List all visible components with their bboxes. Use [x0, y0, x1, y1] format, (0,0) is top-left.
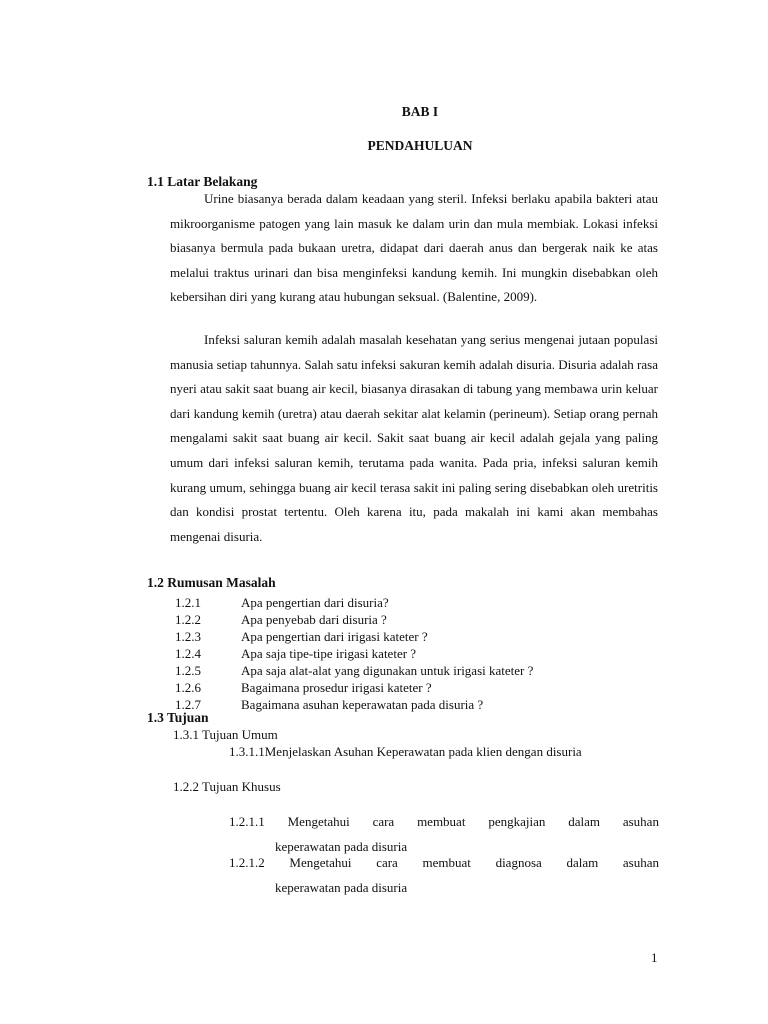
list-item-number: 1.2.7	[175, 697, 201, 712]
list-item-number: 1.2.6	[175, 680, 201, 695]
tujuan-umum-number: 1.3.1.1	[229, 744, 265, 759]
subsection-heading-tujuan-khusus: 1.2.2 Tujuan Khusus	[173, 779, 281, 794]
list-item-number: 1.2.1	[175, 595, 201, 610]
tujuan-khusus-continuation: keperawatan pada disuria	[275, 838, 408, 854]
chapter-title: PENDAHULUAN	[367, 138, 473, 153]
list-item-text: Apa pengertian dari disuria?	[241, 595, 389, 610]
tujuan-umum-item	[229, 744, 582, 760]
tujuan-khusus-item: 1.2.1.2 Mengetahui cara membuat diagnosa dalam asuhan keperawatan pada disuria	[229, 851, 659, 900]
tujuan-khusus-continuation: keperawatan pada disuria	[275, 879, 408, 895]
section-heading-tujuan: 1.3 Tujuan	[147, 710, 209, 725]
list-item-text: Apa penyebab dari disuria ?	[241, 612, 387, 627]
list-item	[175, 696, 483, 713]
list-item-number: 1.2.2	[175, 612, 201, 627]
list-item-text: Apa saja alat-alat yang digunakan untuk irigasi kateter ?	[241, 663, 534, 678]
list-item-number: 1.2.3	[175, 629, 201, 644]
tujuan-khusus-number: 1.2.1.1	[229, 814, 265, 829]
page-number: 1	[651, 950, 658, 965]
list-item-text: Bagaimana prosedur irigasi kateter ?	[241, 680, 432, 695]
list-item-number: 1.2.4	[175, 646, 201, 661]
chapter-number: BAB I	[401, 104, 439, 119]
list-item-number: 1.2.5	[175, 663, 201, 678]
list-item	[175, 645, 416, 662]
tujuan-umum-text: Menjelaskan Asuhan Keperawatan pada klien dengan disuria	[264, 744, 582, 759]
subsection-heading-tujuan-umum: 1.3.1 Tujuan Umum	[173, 727, 278, 742]
list-item	[175, 679, 432, 696]
section-heading-rumusan-masalah: 1.2 Rumusan Masalah	[147, 575, 276, 590]
tujuan-khusus-number: 1.2.1.2	[229, 855, 265, 870]
paragraph-latar-belakang-2: Infeksi saluran kemih adalah masalah kesehatan yang serius mengenai jutaan populasi manusia setiap tahunnya. Salah satu infeksi sakuran kemih adalah disuria. Disuria adalah rasa nyeri atau sakit saat buang air kecil, biasanya dirasakan di tabung yang membawa urin keluar dari kandung kemih (uretra) atau daerah sekitar alat kelamin (perineum). Setiap orang pernah mengalami sakit saat buang air kecil. Sakit saat buang air kecil adalah gejala yang paling umum dari infeksi saluran kemih, terutama pada wanita. Pada pria, infeksi saluran kemih kurang umum, sehingga buang air kecil terasa sakit ini paling sering disebabkan oleh uretritis dan kondisi prostat tertentu. Oleh karena itu, pada makalah ini kami akan membahas mengenai disuria.	[170, 332, 658, 544]
list-item	[175, 662, 533, 679]
section-heading-latar-belakang: 1.1 Latar Belakang	[147, 174, 258, 189]
list-item	[175, 594, 389, 611]
list-item	[175, 611, 387, 628]
list-item-text: Apa saja tipe-tipe irigasi kateter ?	[241, 646, 417, 661]
tujuan-khusus-item: 1.2.1.1 Mengetahui cara membuat pengkajian dalam asuhan keperawatan pada disuria	[229, 810, 659, 859]
list-item-text: Bagaimana asuhan keperawatan pada disuria ?	[241, 697, 484, 712]
paragraph-latar-belakang-1: Urine biasanya berada dalam keadaan yang steril. Infeksi berlaku apabila bakteri atau mikroorganisme patogen yang lain masuk ke dalam urin dan mula membiak. Lokasi infeksi biasanya bermula pada bukaan uretra, didapat dari daerah anus dan bergerak naik ke atas melalui traktus urinari dan bisa menginfeksi kandung kemih. Ini mungkin disebabkan oleh kebersihan diri yang kurang atau hubungan seksual. (Balentine, 2009).	[170, 191, 658, 305]
list-item	[175, 628, 428, 645]
list-item-text: Apa pengertian dari irigasi kateter ?	[241, 629, 428, 644]
